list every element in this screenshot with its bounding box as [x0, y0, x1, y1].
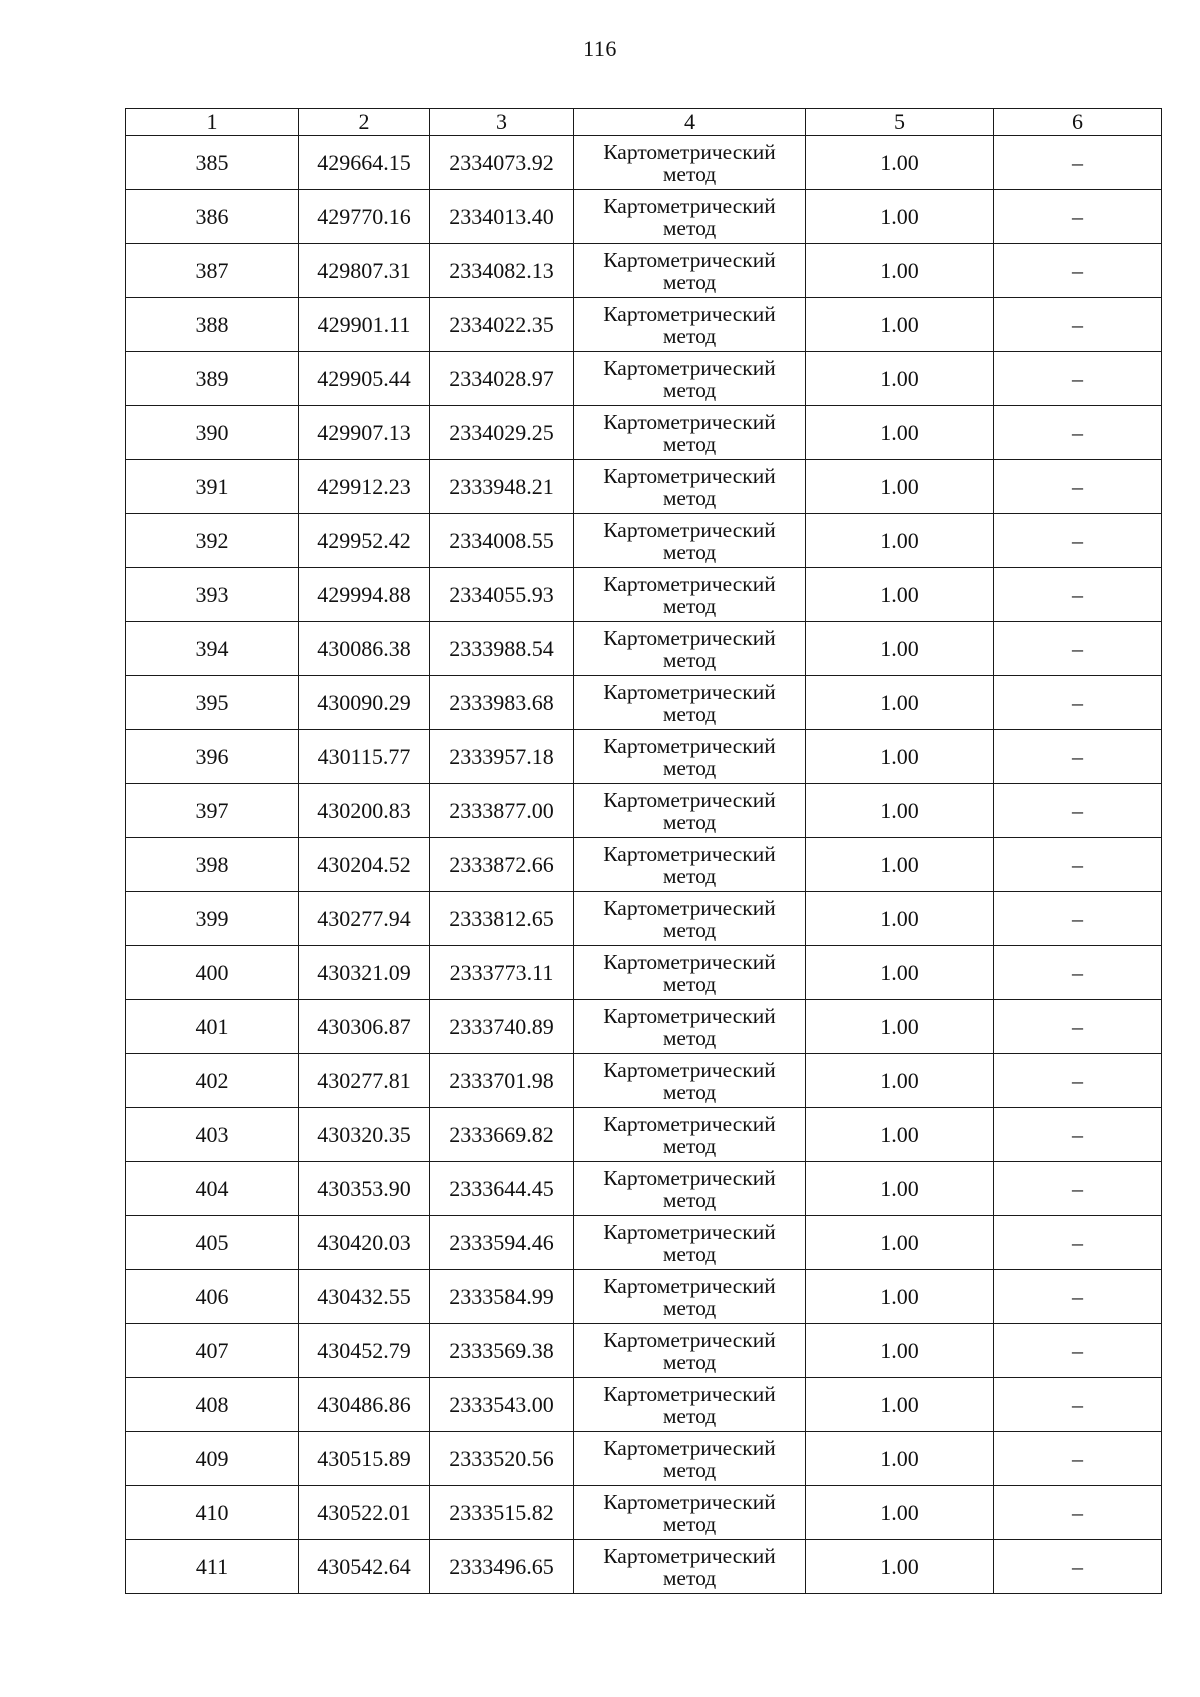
accuracy-cell: 1.00	[806, 1216, 994, 1270]
note-cell: –	[994, 136, 1162, 190]
method-cell	[574, 1054, 806, 1108]
accuracy-cell: 1.00	[806, 514, 994, 568]
table-row	[126, 460, 1162, 514]
note-cell: –	[994, 244, 1162, 298]
x-coordinate-cell: 430353.90	[299, 1162, 430, 1216]
accuracy-cell: 1.00	[806, 406, 994, 460]
accuracy-cell: 1.00	[806, 1162, 994, 1216]
accuracy-cell: 1.00	[806, 136, 994, 190]
y-coordinate-cell: 2333872.66	[430, 838, 574, 892]
method-line-2: метод	[662, 161, 717, 186]
point-number-cell: 409	[126, 1432, 299, 1486]
point-number-cell: 386	[126, 190, 299, 244]
point-number-cell: 408	[126, 1378, 299, 1432]
point-number-cell: 411	[126, 1540, 299, 1594]
method-line-2: метод	[662, 1457, 717, 1482]
method-line-2: метод	[662, 647, 717, 672]
note-cell: –	[994, 1432, 1162, 1486]
note-cell: –	[994, 676, 1162, 730]
table-row	[126, 136, 1162, 190]
method-line-2: метод	[662, 323, 717, 348]
method-cell	[574, 244, 806, 298]
x-coordinate-cell: 430515.89	[299, 1432, 430, 1486]
x-coordinate-cell: 429664.15	[299, 136, 430, 190]
y-coordinate-cell: 2333877.00	[430, 784, 574, 838]
x-coordinate-cell: 430086.38	[299, 622, 430, 676]
y-coordinate-cell: 2333584.99	[430, 1270, 574, 1324]
method-cell	[574, 1486, 806, 1540]
table-row	[126, 298, 1162, 352]
column-header-1: 1	[126, 109, 299, 136]
table-row	[126, 784, 1162, 838]
note-cell: –	[994, 1540, 1162, 1594]
x-coordinate-cell: 429901.11	[299, 298, 430, 352]
point-number-cell: 401	[126, 1000, 299, 1054]
point-number-cell: 410	[126, 1486, 299, 1540]
method-cell	[574, 1432, 806, 1486]
accuracy-cell: 1.00	[806, 1540, 994, 1594]
accuracy-cell: 1.00	[806, 460, 994, 514]
x-coordinate-cell: 429912.23	[299, 460, 430, 514]
method-line-2: метод	[662, 863, 717, 888]
y-coordinate-cell: 2333669.82	[430, 1108, 574, 1162]
table-row	[126, 622, 1162, 676]
table-row	[126, 1324, 1162, 1378]
table-row	[126, 1486, 1162, 1540]
x-coordinate-cell: 429907.13	[299, 406, 430, 460]
method-line-1: Картометрический	[603, 1489, 776, 1514]
method-line-2: метод	[662, 269, 717, 294]
page-number: 116	[583, 36, 617, 61]
accuracy-cell: 1.00	[806, 298, 994, 352]
table-row	[126, 568, 1162, 622]
method-line-2: метод	[662, 1403, 717, 1428]
method-cell	[574, 298, 806, 352]
x-coordinate-cell: 430320.35	[299, 1108, 430, 1162]
note-cell: –	[994, 352, 1162, 406]
method-line-2: метод	[662, 1133, 717, 1158]
method-line-1: Картометрический	[603, 1165, 776, 1190]
method-cell	[574, 784, 806, 838]
method-line-2: метод	[662, 1295, 717, 1320]
method-line-2: метод	[662, 1565, 717, 1590]
y-coordinate-cell: 2333496.65	[430, 1540, 574, 1594]
point-number-cell: 407	[126, 1324, 299, 1378]
x-coordinate-cell: 430277.81	[299, 1054, 430, 1108]
table-row	[126, 892, 1162, 946]
table-row	[126, 1540, 1162, 1594]
accuracy-cell: 1.00	[806, 730, 994, 784]
y-coordinate-cell: 2334028.97	[430, 352, 574, 406]
method-cell	[574, 514, 806, 568]
method-line-1: Картометрический	[603, 1111, 776, 1136]
x-coordinate-cell: 429994.88	[299, 568, 430, 622]
table-row	[126, 676, 1162, 730]
note-cell: –	[994, 1054, 1162, 1108]
x-coordinate-cell: 430115.77	[299, 730, 430, 784]
y-coordinate-cell: 2333520.56	[430, 1432, 574, 1486]
column-header-3: 3	[430, 109, 574, 136]
method-cell	[574, 460, 806, 514]
note-cell: –	[994, 730, 1162, 784]
method-line-2: метод	[662, 1511, 717, 1536]
table-row	[126, 1054, 1162, 1108]
method-line-1: Картометрический	[603, 733, 776, 758]
table-body	[126, 136, 1162, 1594]
column-header-2: 2	[299, 109, 430, 136]
method-cell	[574, 1270, 806, 1324]
method-cell	[574, 1162, 806, 1216]
method-cell	[574, 1216, 806, 1270]
point-number-cell: 390	[126, 406, 299, 460]
y-coordinate-cell: 2333569.38	[430, 1324, 574, 1378]
method-cell	[574, 352, 806, 406]
method-line-1: Картометрический	[603, 247, 776, 272]
method-line-1: Картометрический	[603, 625, 776, 650]
note-cell: –	[994, 784, 1162, 838]
y-coordinate-cell: 2333515.82	[430, 1486, 574, 1540]
note-cell: –	[994, 568, 1162, 622]
point-number-cell: 385	[126, 136, 299, 190]
method-line-1: Картометрический	[603, 1543, 776, 1568]
point-number-cell: 389	[126, 352, 299, 406]
accuracy-cell: 1.00	[806, 946, 994, 1000]
method-line-1: Картометрический	[603, 1219, 776, 1244]
note-cell: –	[994, 190, 1162, 244]
table-row	[126, 1162, 1162, 1216]
accuracy-cell: 1.00	[806, 568, 994, 622]
note-cell: –	[994, 946, 1162, 1000]
note-cell: –	[994, 406, 1162, 460]
method-line-2: метод	[662, 1349, 717, 1374]
note-cell: –	[994, 892, 1162, 946]
note-cell: –	[994, 460, 1162, 514]
point-number-cell: 400	[126, 946, 299, 1000]
note-cell: –	[994, 1324, 1162, 1378]
method-line-2: метод	[662, 431, 717, 456]
accuracy-cell: 1.00	[806, 244, 994, 298]
x-coordinate-cell: 430321.09	[299, 946, 430, 1000]
accuracy-cell: 1.00	[806, 838, 994, 892]
table-row	[126, 1108, 1162, 1162]
table-row	[126, 1000, 1162, 1054]
accuracy-cell: 1.00	[806, 1270, 994, 1324]
note-cell: –	[994, 838, 1162, 892]
method-line-2: метод	[662, 809, 717, 834]
method-line-2: метод	[662, 485, 717, 510]
method-cell	[574, 1108, 806, 1162]
point-number-cell: 404	[126, 1162, 299, 1216]
method-line-1: Картометрический	[603, 787, 776, 812]
accuracy-cell: 1.00	[806, 892, 994, 946]
x-coordinate-cell: 429952.42	[299, 514, 430, 568]
table-row	[126, 838, 1162, 892]
accuracy-cell: 1.00	[806, 1486, 994, 1540]
note-cell: –	[994, 1216, 1162, 1270]
column-header-5: 5	[806, 109, 994, 136]
x-coordinate-cell: 430090.29	[299, 676, 430, 730]
point-number-cell: 388	[126, 298, 299, 352]
y-coordinate-cell: 2333740.89	[430, 1000, 574, 1054]
point-number-cell: 397	[126, 784, 299, 838]
note-cell: –	[994, 514, 1162, 568]
note-cell: –	[994, 1378, 1162, 1432]
method-line-1: Картометрический	[603, 841, 776, 866]
x-coordinate-cell: 429770.16	[299, 190, 430, 244]
method-line-2: метод	[662, 215, 717, 240]
accuracy-cell: 1.00	[806, 622, 994, 676]
point-number-cell: 405	[126, 1216, 299, 1270]
y-coordinate-cell: 2334013.40	[430, 190, 574, 244]
method-cell	[574, 1540, 806, 1594]
point-number-cell: 395	[126, 676, 299, 730]
table-row	[126, 730, 1162, 784]
method-line-1: Картометрический	[603, 409, 776, 434]
method-line-1: Картометрический	[603, 301, 776, 326]
y-coordinate-cell: 2333644.45	[430, 1162, 574, 1216]
method-line-2: метод	[662, 539, 717, 564]
y-coordinate-cell: 2333957.18	[430, 730, 574, 784]
method-cell	[574, 622, 806, 676]
method-cell	[574, 568, 806, 622]
accuracy-cell: 1.00	[806, 1378, 994, 1432]
point-number-cell: 398	[126, 838, 299, 892]
x-coordinate-cell: 430204.52	[299, 838, 430, 892]
method-line-1: Картометрический	[603, 1273, 776, 1298]
note-cell: –	[994, 1108, 1162, 1162]
accuracy-cell: 1.00	[806, 190, 994, 244]
point-number-cell: 394	[126, 622, 299, 676]
method-line-1: Картометрический	[603, 1435, 776, 1460]
table-row	[126, 352, 1162, 406]
method-cell	[574, 1000, 806, 1054]
x-coordinate-cell: 429905.44	[299, 352, 430, 406]
accuracy-cell: 1.00	[806, 1324, 994, 1378]
method-cell	[574, 946, 806, 1000]
table-row	[126, 946, 1162, 1000]
table-row	[126, 1270, 1162, 1324]
method-cell	[574, 136, 806, 190]
method-line-1: Картометрический	[603, 1327, 776, 1352]
method-line-2: метод	[662, 701, 717, 726]
table-row	[126, 244, 1162, 298]
accuracy-cell: 1.00	[806, 784, 994, 838]
method-line-2: метод	[662, 1241, 717, 1266]
note-cell: –	[994, 1162, 1162, 1216]
point-number-cell: 406	[126, 1270, 299, 1324]
method-cell	[574, 838, 806, 892]
table-row	[126, 1432, 1162, 1486]
point-number-cell: 399	[126, 892, 299, 946]
x-coordinate-cell: 430200.83	[299, 784, 430, 838]
table-header-row	[126, 109, 1162, 136]
x-coordinate-cell: 430486.86	[299, 1378, 430, 1432]
point-number-cell: 387	[126, 244, 299, 298]
y-coordinate-cell: 2334022.35	[430, 298, 574, 352]
accuracy-cell: 1.00	[806, 676, 994, 730]
y-coordinate-cell: 2333543.00	[430, 1378, 574, 1432]
method-line-1: Картометрический	[603, 517, 776, 542]
method-cell	[574, 892, 806, 946]
y-coordinate-cell: 2333988.54	[430, 622, 574, 676]
x-coordinate-cell: 430306.87	[299, 1000, 430, 1054]
method-line-1: Картометрический	[603, 139, 776, 164]
x-coordinate-cell: 430277.94	[299, 892, 430, 946]
method-line-1: Картометрический	[603, 1381, 776, 1406]
method-line-1: Картометрический	[603, 355, 776, 380]
point-number-cell: 392	[126, 514, 299, 568]
x-coordinate-cell: 430452.79	[299, 1324, 430, 1378]
y-coordinate-cell: 2334008.55	[430, 514, 574, 568]
accuracy-cell: 1.00	[806, 1432, 994, 1486]
method-line-1: Картометрический	[603, 1057, 776, 1082]
note-cell: –	[994, 1000, 1162, 1054]
method-line-1: Картометрический	[603, 895, 776, 920]
method-line-1: Картометрический	[603, 679, 776, 704]
x-coordinate-cell: 429807.31	[299, 244, 430, 298]
x-coordinate-cell: 430420.03	[299, 1216, 430, 1270]
method-cell	[574, 406, 806, 460]
note-cell: –	[994, 622, 1162, 676]
method-cell	[574, 190, 806, 244]
method-cell	[574, 1324, 806, 1378]
table-row	[126, 190, 1162, 244]
column-header-4: 4	[574, 109, 806, 136]
method-line-2: метод	[662, 755, 717, 780]
table-row	[126, 1216, 1162, 1270]
coordinates-table	[125, 108, 1162, 1594]
accuracy-cell: 1.00	[806, 1108, 994, 1162]
x-coordinate-cell: 430542.64	[299, 1540, 430, 1594]
y-coordinate-cell: 2334055.93	[430, 568, 574, 622]
note-cell: –	[994, 298, 1162, 352]
y-coordinate-cell: 2333701.98	[430, 1054, 574, 1108]
point-number-cell: 391	[126, 460, 299, 514]
column-header-6: 6	[994, 109, 1162, 136]
method-line-2: метод	[662, 1079, 717, 1104]
point-number-cell: 393	[126, 568, 299, 622]
accuracy-cell: 1.00	[806, 1054, 994, 1108]
y-coordinate-cell: 2333594.46	[430, 1216, 574, 1270]
table-row	[126, 1378, 1162, 1432]
method-cell	[574, 730, 806, 784]
table-row	[126, 406, 1162, 460]
method-line-2: метод	[662, 1187, 717, 1212]
method-line-2: метод	[662, 593, 717, 618]
y-coordinate-cell: 2333812.65	[430, 892, 574, 946]
method-line-1: Картометрический	[603, 463, 776, 488]
method-line-2: метод	[662, 1025, 717, 1050]
accuracy-cell: 1.00	[806, 352, 994, 406]
method-line-1: Картометрический	[603, 949, 776, 974]
method-line-1: Картометрический	[603, 1003, 776, 1028]
y-coordinate-cell: 2334029.25	[430, 406, 574, 460]
method-line-1: Картометрический	[603, 571, 776, 596]
method-line-2: метод	[662, 971, 717, 996]
method-line-1: Картометрический	[603, 193, 776, 218]
x-coordinate-cell: 430432.55	[299, 1270, 430, 1324]
y-coordinate-cell: 2334073.92	[430, 136, 574, 190]
point-number-cell: 403	[126, 1108, 299, 1162]
method-line-2: метод	[662, 377, 717, 402]
table-row	[126, 514, 1162, 568]
method-line-2: метод	[662, 917, 717, 942]
y-coordinate-cell: 2333983.68	[430, 676, 574, 730]
point-number-cell: 396	[126, 730, 299, 784]
y-coordinate-cell: 2333948.21	[430, 460, 574, 514]
method-cell	[574, 1378, 806, 1432]
x-coordinate-cell: 430522.01	[299, 1486, 430, 1540]
accuracy-cell: 1.00	[806, 1000, 994, 1054]
note-cell: –	[994, 1270, 1162, 1324]
method-cell	[574, 676, 806, 730]
point-number-cell: 402	[126, 1054, 299, 1108]
y-coordinate-cell: 2334082.13	[430, 244, 574, 298]
note-cell: –	[994, 1486, 1162, 1540]
y-coordinate-cell: 2333773.11	[430, 946, 574, 1000]
